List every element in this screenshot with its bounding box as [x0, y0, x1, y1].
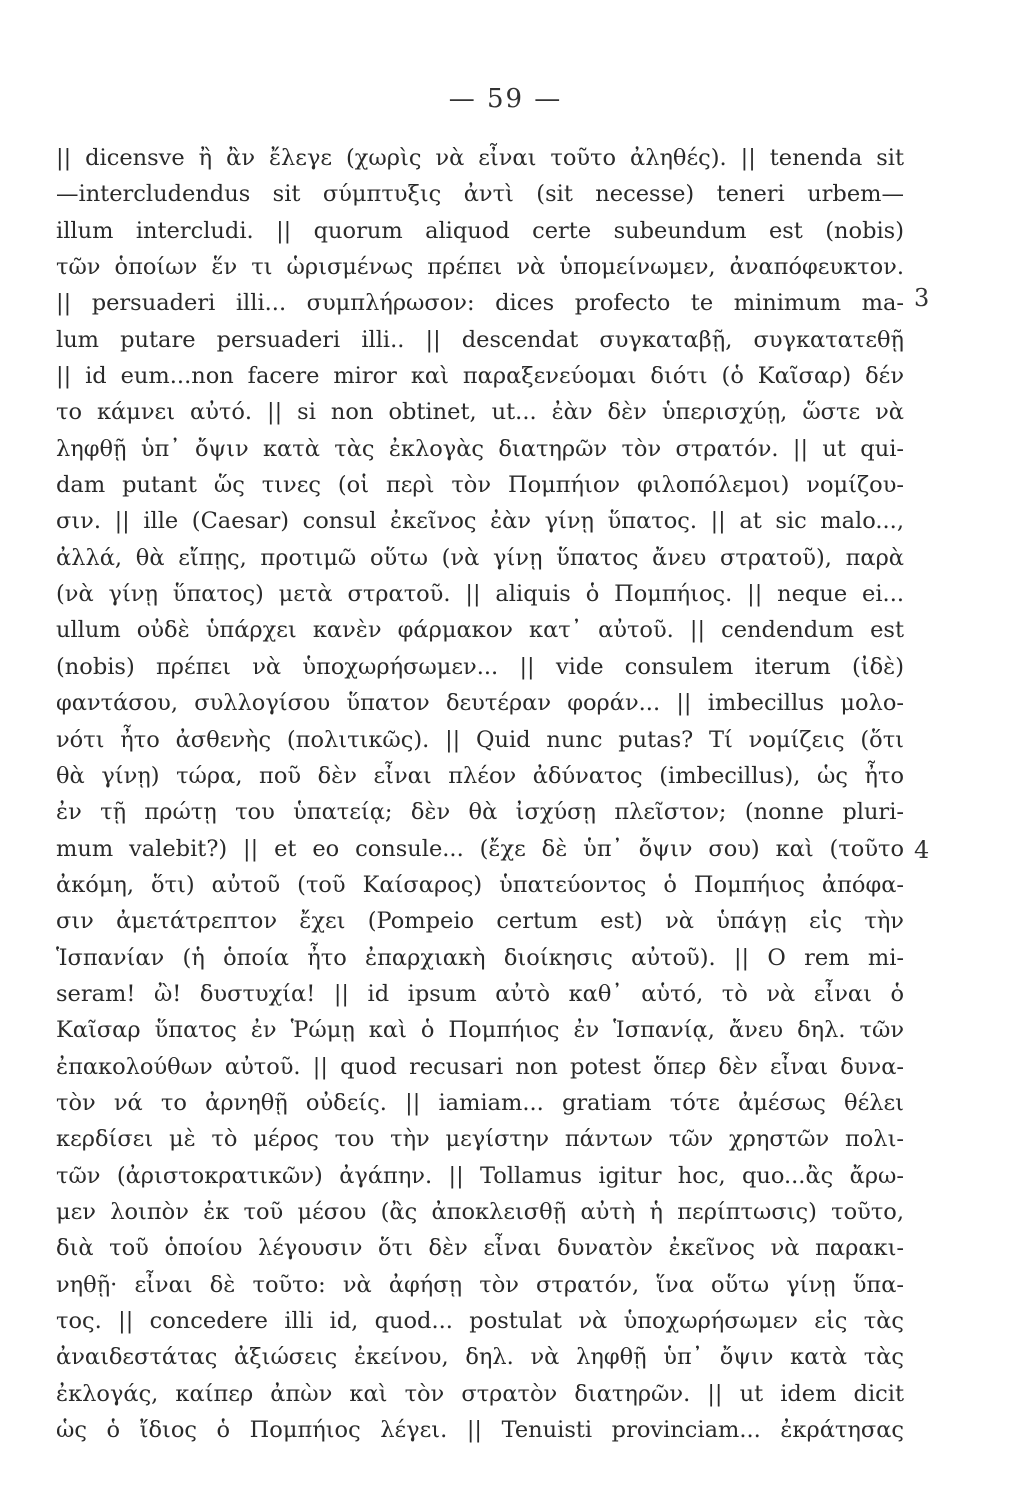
text-line: Ἱσπανίαν (ἡ ὁποία ἦτο ἐπαρχιακὴ διοίκησις αὐτοῦ). || O rem mi-: [56, 944, 904, 971]
text-line: lum putare persuaderi illi.. || descendat συγκαταβῇ, συγκατατεθῇ: [56, 326, 904, 353]
text-line: τῶν ὁποίων ἕν τι ὡρισμένως πρέπει νὰ ὑπομείνωμεν, ἀναπόφευκτον.: [56, 254, 904, 281]
text-line: ullum οὐδὲ ὑπάρχει κανὲν φάρμακον κατ᾽ αὐτοῦ. || cendendum est: [56, 617, 904, 644]
page-number: — 59 —: [448, 84, 563, 114]
text-line: ὡς ὁ ἴδιος ὁ Πομπήιος λέγει. || Tenuisti provinciam... ἐκράτησας: [56, 1417, 904, 1444]
text-line: κερδίσει μὲ τὸ μέρος του τὴν μεγίστην πάντων τῶν χρηστῶν πολι-: [56, 1126, 904, 1153]
text-line: || persuaderi illi... συμπλήρωσον: dices profecto te minimum ma-: [56, 290, 904, 317]
text-line: ἐν τῇ πρώτῃ του ὑπατείᾳ; δὲν θὰ ἰσχύσῃ πλεῖστον; (nonne pluri-: [56, 799, 904, 826]
text-line: ἀκόμη, ὅτι) αὐτοῦ (τοῦ Καίσαρος) ὑπατεύοντος ὁ Πομπήιος ἀπόφα-: [56, 871, 904, 898]
body-text: [56, 140, 904, 1448]
text-line: μεν λοιπὸν ἐκ τοῦ μέσου (ἂς ἀποκλεισθῇ αὐτὴ ἡ περίπτωσις) τοῦτο,: [56, 1198, 904, 1225]
text-line: —intercludendus sit σύμπτυξις ἀντὶ (sit necesse) teneri urbem—: [56, 181, 904, 208]
text-line: || dicensve ἢ ἂν ἔλεγε (χωρὶς νὰ εἶναι τοῦτο ἀληθές). || tenenda sit: [56, 145, 904, 171]
text-line: mum valebit?) || et eo consule... (ἔχε δὲ ὑπ᾽ ὄψιν σου) καὶ (τοῦτο: [56, 835, 904, 862]
text-line: νότι ἦτο ἀσθενὴς (πολιτικῶς). || Quid nunc putas? Τί νομίζεις (ὅτι: [56, 726, 904, 753]
text-line: σιν. || ille (Caesar) consul ἐκεῖνος ἐὰν γίνῃ ὕπατος. || at sic malo...,: [56, 508, 904, 535]
margin-line-number: 3: [914, 284, 930, 312]
text-line: ἐκλογάς, καίπερ ἀπὼν καὶ τὸν στρατὸν διατηρῶν. || ut idem dicit: [56, 1380, 904, 1407]
text-line: ἀλλά, θὰ εἴπῃς, προτιμῶ οὕτω (νὰ γίνῃ ὕπατος ἄνευ στρατοῦ), παρὰ: [56, 544, 904, 571]
text-line: διὰ τοῦ ὁποίου λέγουσιν ὅτι δὲν εἶναι δυνατὸν ἐκεῖνος νὰ παρακι-: [56, 1235, 904, 1262]
text-line: θὰ γίνῃ) τώρα, ποῦ δὲν εἶναι πλέον ἀδύνατος (imbecillus), ὡς ἦτο: [56, 762, 904, 789]
text-line: τῶν (ἀριστοκρατικῶν) ἀγάπην. || Tollamus igitur hoc, quo...ἂς ἄρω-: [56, 1162, 904, 1189]
text-line: (νὰ γίνῃ ὕπατος) μετὰ στρατοῦ. || aliquis ὁ Πομπήιος. || neque ei...: [56, 581, 904, 608]
text-line: Καῖσαρ ὕπατος ἐν Ῥώμῃ καὶ ὁ Πομπήιος ἐν Ἱσπανίᾳ, ἄνευ δηλ. τῶν: [56, 1017, 904, 1044]
text-line: ἐπακολούθων αὐτοῦ. || quod recusari non potest ὅπερ δὲν εἶναι δυνα-: [56, 1053, 904, 1080]
text-line: dam putant ὥς τινες (οἱ περὶ τὸν Πομπήιον φιλοπόλεμοι) νομίζου-: [56, 472, 904, 499]
text-line: νηθῇ· εἶναι δὲ τοῦτο: νὰ ἀφήσῃ τὸν στρατόν, ἵνα οὕτω γίνῃ ὕπα-: [56, 1271, 904, 1298]
margin-line-number: 4: [914, 836, 930, 864]
text-line: το κάμνει αὐτό. || si non obtinet, ut... ἐὰν δὲν ὑπερισχύῃ, ὥστε νὰ: [56, 399, 904, 426]
text-line: (nobis) πρέπει νὰ ὑποχωρήσωμεν... || vide consulem iterum (ἰδὲ): [56, 653, 904, 680]
text-line: τος. || concedere illi id, quod... postulat νὰ ὑποχωρήσωμεν εἰς τὰς: [56, 1308, 904, 1334]
text-line: ἀναιδεστάτας ἀξιώσεις ἐκείνου, δηλ. νὰ ληφθῇ ὑπ᾽ ὄψιν κατὰ τὰς: [56, 1344, 904, 1371]
text-line: || id eum...non facere miror καὶ παραξενεύομαι διότι (ὁ Καῖσαρ) δέν: [56, 363, 904, 390]
text-line: ληφθῇ ὑπ᾽ ὄψιν κατὰ τὰς ἐκλογὰς διατηρῶν τὸν στρατόν. || ut qui-: [56, 435, 904, 462]
text-line: σιν ἀμετάτρεπτον ἔχει (Pompeio certum est) νὰ ὑπάγῃ εἰς τὴν: [56, 908, 904, 935]
text-line: seram! ὢ! δυστυχία! || id ipsum αὐτὸ καθ᾽ αὑτό, τὸ νὰ εἶναι ὁ: [56, 980, 904, 1007]
text-line: illum intercludi. || quorum aliquod certe subeundum est (nobis): [56, 217, 904, 244]
text-line: τὸν νά το ἀρνηθῇ οὐδείς. || iamiam... gratiam τότε ἀμέσως θέλει: [56, 1089, 904, 1116]
text-line: φαντάσου, συλλογίσου ὕπατον δευτέραν φοράν... || imbecillus μολο-: [56, 690, 904, 717]
